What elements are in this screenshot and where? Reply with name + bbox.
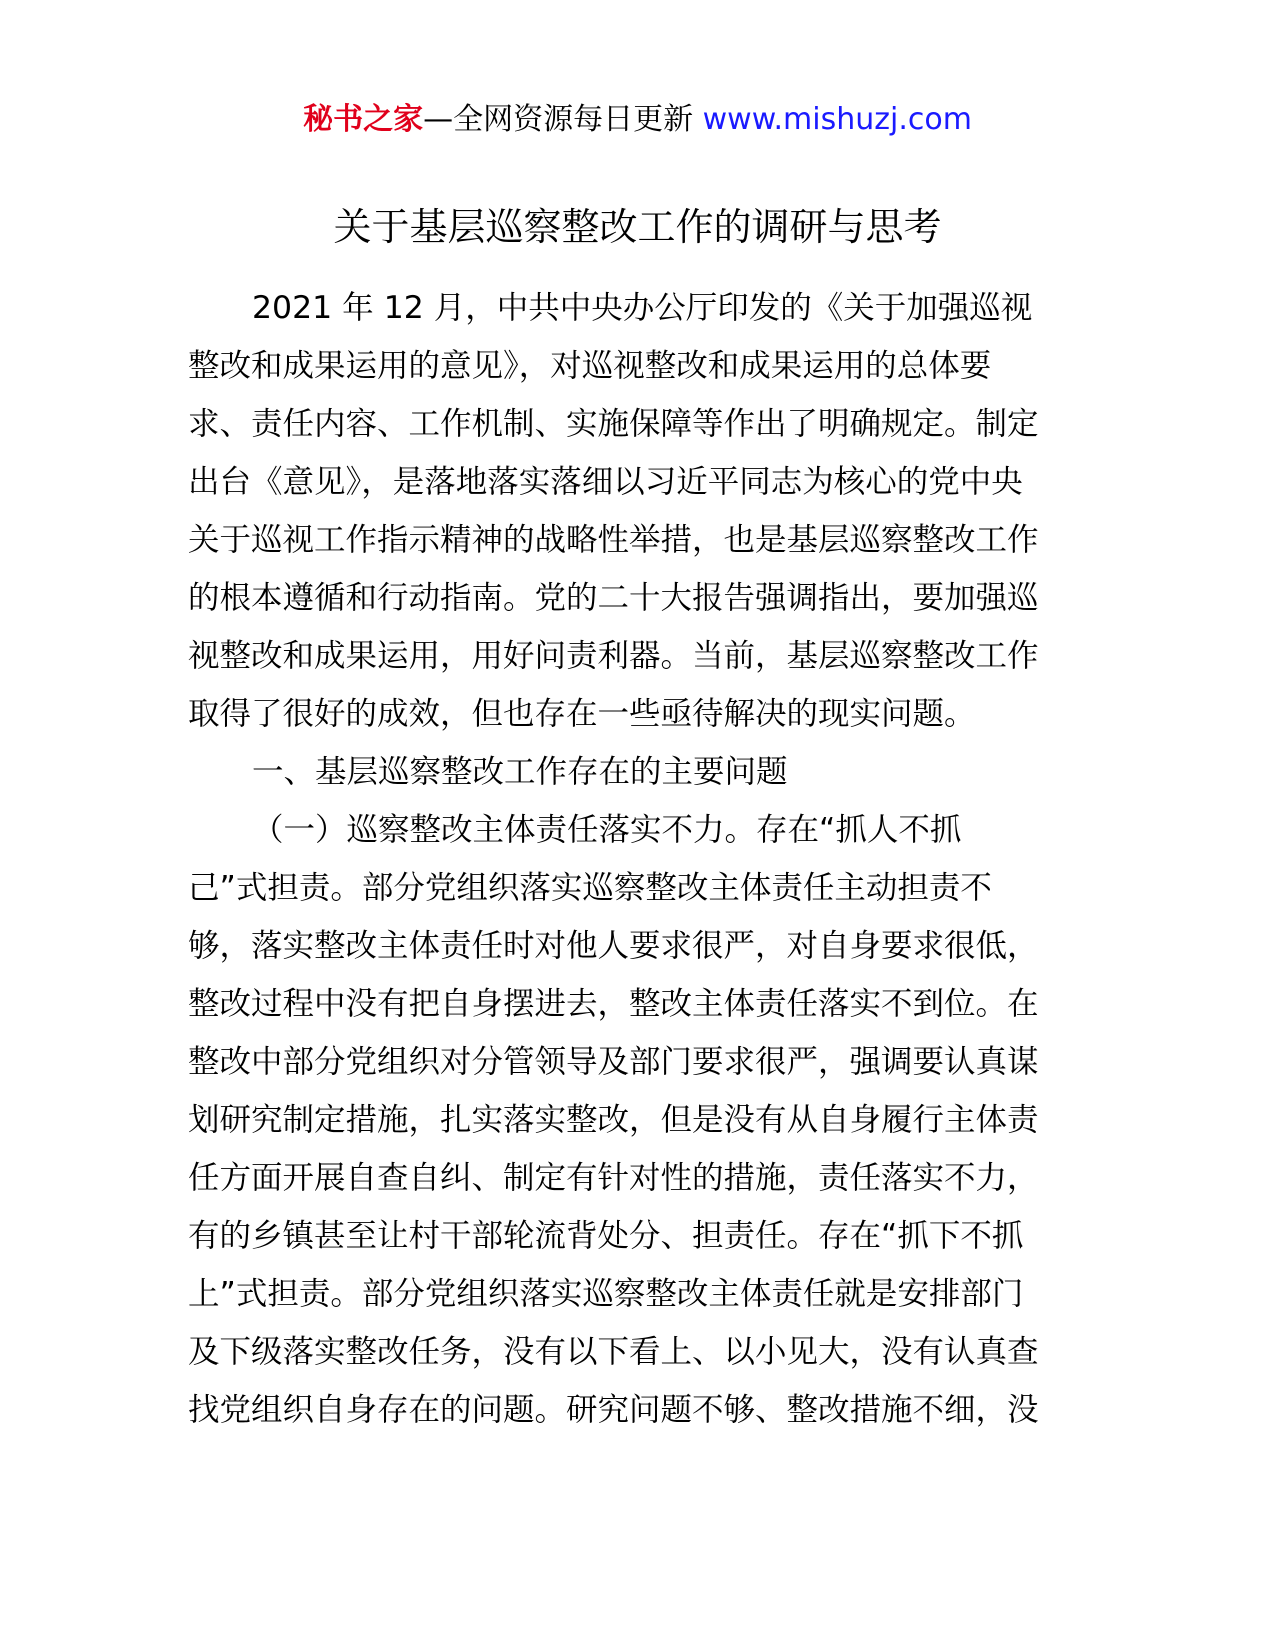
text-line: 出台《意见》，是落地落实落细以习近平同志为核心的党中央 <box>188 464 1023 500</box>
text-line: 求、责任内容、工作机制、实施保障等作出了明确规定。制定 <box>188 406 1039 442</box>
text-line: 整改过程中没有把自身摆进去，整改主体责任落实不到位。在 <box>188 986 1039 1022</box>
text-line: 有的乡镇甚至让村干部轮流背处分、担责任。存在“抓下不抓 <box>188 1218 1024 1254</box>
text-line: 上”式担责。部分党组织落实巡察整改主体责任就是安排部门 <box>188 1276 1024 1312</box>
text-line: 关于巡视工作指示精神的战略性举措，也是基层巡察整改工作 <box>188 522 1039 558</box>
text-line: 找党组织自身存在的问题。研究问题不够、整改措施不细，没 <box>188 1392 1039 1428</box>
text-line: 及下级落实整改任务，没有以下看上、以小见大，没有认真查 <box>188 1334 1039 1370</box>
text-line: 视整改和成果运用，用好问责利器。当前，基层巡察整改工作 <box>188 638 1039 674</box>
document-title: 关于基层巡察整改工作的调研与思考 <box>333 205 942 249</box>
site-url-link[interactable]: www.mishuzj.com <box>702 102 972 137</box>
text-line: 任方面开展自查自纠、制定有针对性的措施，责任落实不力， <box>188 1160 1039 1196</box>
document-body <box>188 279 1088 1439</box>
text-line: 整改和成果运用的意见》，对巡视整改和成果运用的总体要 <box>188 348 992 384</box>
text-line: 己”式担责。部分党组织落实巡察整改主体责任主动担责不 <box>188 870 992 906</box>
brand-name: 秘书之家 <box>303 102 424 137</box>
text-line: 整改中部分党组织对分管领导及部门要求很严，强调要认真谋 <box>188 1044 1039 1080</box>
text-line: 的根本遵循和行动指南。党的二十大报告强调指出，要加强巡 <box>188 580 1039 616</box>
text-line: 够，落实整改主体责任时对他人要求很严，对自身要求很低， <box>188 928 1039 964</box>
header-tagline: —全网资源每日更新 <box>423 102 703 137</box>
site-header <box>0 100 1275 140</box>
paragraph-intro <box>188 279 1088 743</box>
text-line: 取得了很好的成效，但也存在一些亟待解决的现实问题。 <box>188 696 976 732</box>
paragraph-section-1-1 <box>188 801 1088 1439</box>
section-heading: 一、基层巡察整改工作存在的主要问题 <box>252 754 788 790</box>
text-line: （一）巡察整改主体责任落实不力。存在“抓人不抓 <box>252 812 962 848</box>
text-line: 划研究制定措施，扎实落实整改，但是没有从自身履行主体责 <box>188 1102 1039 1138</box>
text-line: 2021 年 12 月，中共中央办公厅印发的《关于加强巡视 <box>252 290 1033 326</box>
